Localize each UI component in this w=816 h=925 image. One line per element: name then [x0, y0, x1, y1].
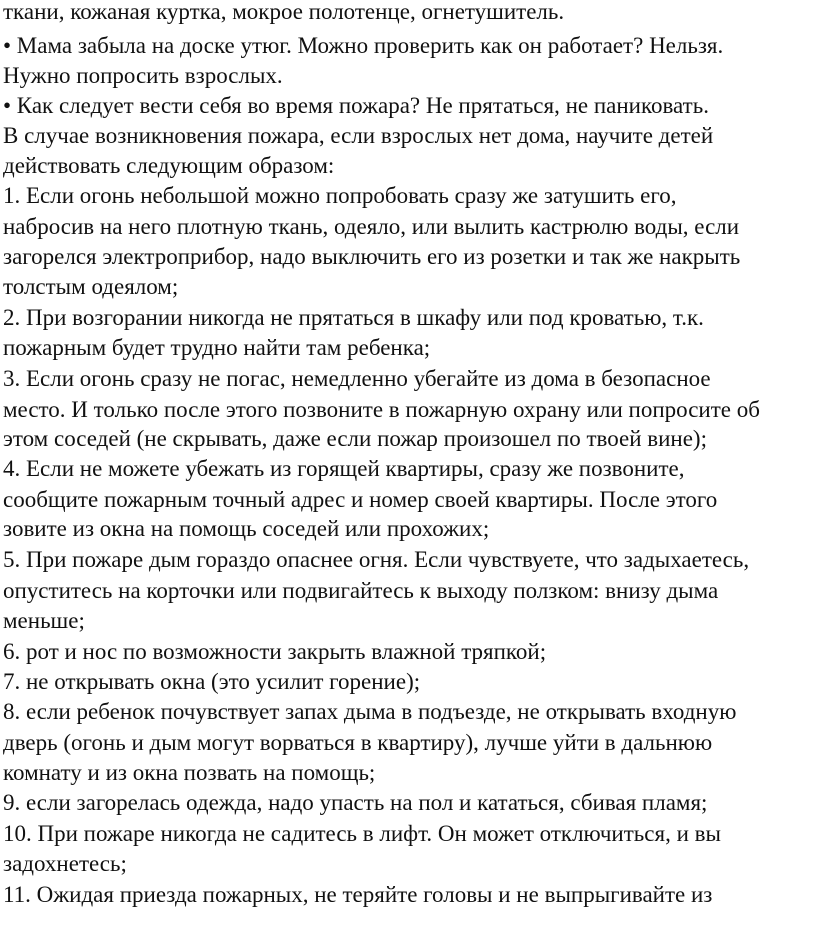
text-line: 7. не открывать окна (это усилит горение);	[3, 669, 421, 694]
text-line: 3. Если огонь сразу не погас, немедленно убегайте из дома в безопасное	[3, 366, 711, 391]
text-line: 6. рот и нос по возможности закрыть влажной тряпкой;	[3, 639, 547, 664]
text-line: меньше;	[3, 608, 85, 633]
text-line: этом соседей (не скрывать, даже если пожар произошел по твоей вине);	[3, 426, 707, 451]
text-line: 1. Если огонь небольшой можно попробовать сразу же затушить его,	[3, 183, 677, 208]
text-line: дверь (огонь и дым могут ворваться в квартиру), лучше уйти в дальнюю	[3, 730, 713, 755]
text-line: загорелся электроприбор, надо выключить его из розетки и так же накрыть	[3, 244, 741, 269]
text-line: набросив на него плотную ткань, одеяло, или вылить кастрюлю воды, если	[3, 214, 740, 239]
text-line: В случае возникновения пожара, если взрослых нет дома, научите детей	[3, 123, 714, 148]
text-line: 5. При пожаре дым гораздо опаснее огня. Если чувствуете, что задыхаетесь,	[3, 547, 750, 572]
text-line: 9. если загорелась одежда, надо упасть на пол и кататься, сбивая пламя;	[3, 790, 708, 815]
text-line: место. И только после этого позвоните в пожарную охрану или попросите об	[3, 397, 760, 422]
text-line: • Мама забыла на доске утюг. Можно проверить как он работает? Нельзя.	[3, 33, 724, 58]
text-line: Нужно попросить взрослых.	[3, 63, 283, 88]
text-line: сообщите пожарным точный адрес и номер своей квартиры. После этого	[3, 487, 718, 512]
text-line: 8. если ребенок почувствует запах дыма в подъезде, не открывать входную	[3, 699, 737, 724]
text-line: 2. При возгорании никогда не прятаться в шкафу или под кроватью, т.к.	[3, 305, 704, 330]
text-line: 10. При пожаре никогда не садитесь в лифт. Он может отключиться, и вы	[3, 821, 721, 846]
text-line: 4. Если не можете убежать из горящей квартиры, сразу же позвоните,	[3, 456, 685, 481]
text-line: ткани, кожаная куртка, мокрое полотенце, огнетушитель.	[3, 0, 565, 24]
text-line: 11. Ожидая приезда пожарных, не теряйте головы и не выпрыгивайте из	[3, 882, 713, 907]
text-line: действовать следующим образом:	[3, 153, 335, 178]
text-line: толстым одеялом;	[3, 274, 179, 299]
text-line: зовите из окна на помощь соседей или прохожих;	[3, 516, 490, 541]
text-line: пожарным будет трудно найти там ребенка;	[3, 335, 431, 360]
text-line: комнату и из окна позвать на помощь;	[3, 760, 376, 785]
text-line: опуститесь на корточки или подвигайтесь к выходу ползком: внизу дыма	[3, 578, 719, 603]
text-line: • Как следует вести себя во время пожара? Не прятаться, не паниковать.	[3, 93, 709, 118]
text-line: задохнетесь;	[3, 851, 127, 876]
